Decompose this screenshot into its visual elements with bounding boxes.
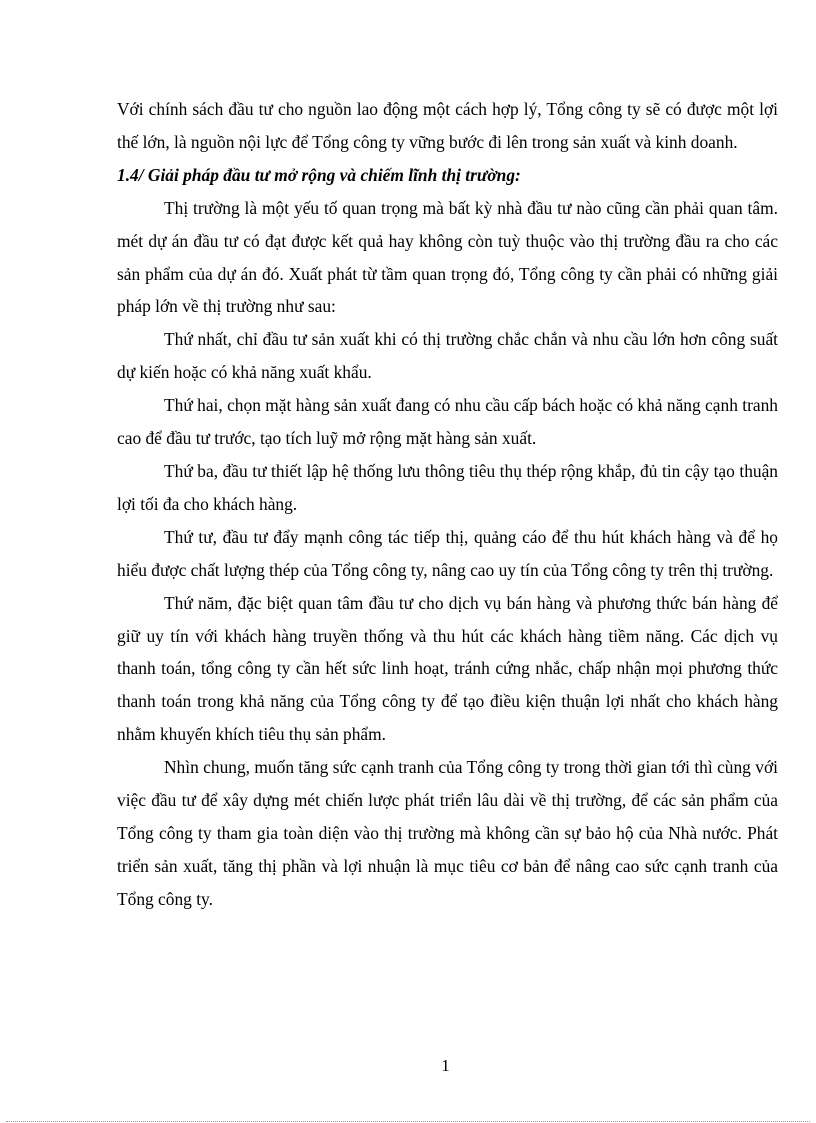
paragraph-market-importance: Thị trường là một yếu tố quan trọng mà bất kỳ nhà đầu tư nào cũng cần phải quan tâm. mét dự án đầu tư có đạt được kết quả hay không còn tuỳ thuộc vào thị trường đầu ra cho các sản phẩm của dự án đó. Xuất phát từ tầm quan trọng đó, Tổng công ty cần phải có những giải pháp lớn về thị trường như sau: xyxy=(117,197,778,317)
paragraph-fifth-solution: Thứ năm, đặc biệt quan tâm đầu tư cho dịch vụ bán hàng và phương thức bán hàng để giữ uy tín với khách hàng truyền thống và thu hút các khách hàng tiềm năng. Các dịch vụ thanh toán, tổng công ty cần hết sức linh hoạt, tránh cứng nhắc, chấp nhận mọi phương thức thanh toán trong khả năng của Tổng công ty để tạo điều kiện thuận lợi nhất cho khách hàng nhằm khuyến khích tiêu thụ sản phẩm. xyxy=(117,592,778,745)
paragraph-second-solution: Thứ hai, chọn mặt hàng sản xuất đang có nhu cầu cấp bách hoặc có khả năng cạnh tranh cao để đầu tư trước, tạo tích luỹ mở rộng mặt hàng sản xuất. xyxy=(117,395,778,449)
page-number: 1 xyxy=(441,1056,450,1075)
page-bottom-divider xyxy=(6,1121,810,1122)
section-heading: 1.4/ Giải pháp đầu tư mở rộng và chiếm lĩnh thị trường: xyxy=(117,164,521,185)
paragraph-first-solution: Thứ nhất, chỉ đầu tư sản xuất khi có thị trường chắc chắn và nhu cầu lớn hơn công suất dự kiến hoặc có khả năng xuất khẩu. xyxy=(117,329,778,383)
paragraph-fourth-solution: Thứ tư, đầu tư đẩy mạnh công tác tiếp thị, quảng cáo để thu hút khách hàng và để họ hiểu được chất lượng thép của Tổng công ty, nâng cao uy tín của Tổng công ty trên thị trường. xyxy=(117,526,778,580)
document-body xyxy=(117,93,778,916)
paragraph-intro: Với chính sách đầu tư cho nguồn lao động một cách hợp lý, Tổng công ty sẽ có được một lợi thế lớn, là nguồn nội lực để Tổng công ty vững bước đi lên trong sản xuất và kinh doanh. xyxy=(117,99,778,152)
paragraph-conclusion: Nhìn chung, muốn tăng sức cạnh tranh của Tổng công ty trong thời gian tới thì cùng với việc đầu tư để xây dựng mét chiến lược phát triển lâu dài về thị trường, để các sản phẩm của Tổng công ty tham gia toàn diện vào thị trường mà không cần sự bảo hộ của Nhà nước. Phát triển sản xuất, tăng thị phần và lợi nhuận là mục tiêu cơ bản để nâng cao sức cạnh tranh của Tổng công ty. xyxy=(117,757,778,909)
paragraph-third-solution: Thứ ba, đầu tư thiết lập hệ thống lưu thông tiêu thụ thép rộng khắp, đủ tin cậy tạo thuận lợi tối đa cho khách hàng. xyxy=(117,460,778,514)
